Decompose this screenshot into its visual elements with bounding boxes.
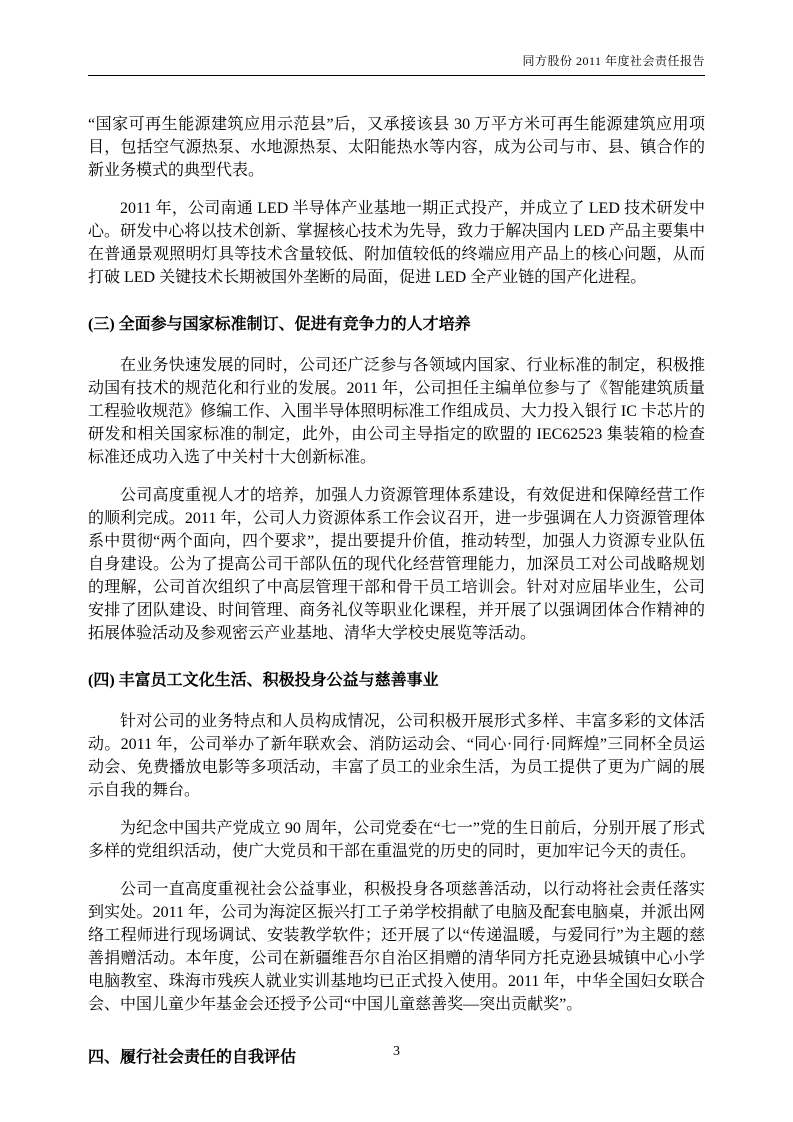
paragraph-charity-donations: 公司一直高度重视社会公益事业，积极投身各项慈善活动，以行动将社会责任落实到实处。2011 年，公司为海淀区振兴打工子弟学校捐献了电脑及配套电脑桌，并派出网络工程师进行现场调试、安装教学软件；还开展了以“传递温暖，与爱同行”为主题的慈善捐赠活动。本年度，公司在新疆维吾尔自治区捐赠的清华同方托克逊县城镇中心小学电脑教室、珠海市残疾人就业实训基地均已正式投入使用。2011 年，中华全国妇女联合会、中国儿童少年基金会还授予公司“中国儿童慈善奖—突出贡献奖”。 bbox=[88, 881, 705, 1013]
section-heading-standards-talent: (三) 全面参与国家标准制订、促进有竞争力的人才培养 bbox=[88, 316, 471, 333]
paragraph-led-base: 2011 年，公司南通 LED 半导体产业基地一期正式投产，并成立了 LED 技术研发中心。研发中心将以技术创新、掌握核心技术为先导，致力于解决国内 LED 产品主要集中在普通景观照明灯具等技术含量较低、附加值较低的终端应用产品上的核心问题，从而打破 LED 关键技术长期被国外垄断的局面，促进 LED 全产业链的国产化进程。 bbox=[88, 200, 705, 286]
paragraph-talent-training: 公司高度重视人才的培养，加强人力资源管理体系建设，有效促进和保障经营工作的顺利完成。2011 年，公司人力资源体系工作会议召开，进一步强调在人力资源管理体系中贯彻“两个面向，四个要求”，提出要提升价值，推动转型，加强人力资源专业队伍自身建设。公为了提高公司干部队伍的现代化经营管理能力，加深员工对公司战略规划的理解，公司首次组织了中高层管理干部和骨干员工培训会。针对对应届毕业生，公司安排了团队建设、时间管理、商务礼仪等职业化课程，并开展了以强调团体合作精神的拓展体验活动及参观密云产业基地、清华大学校史展览等活动。 bbox=[88, 487, 705, 642]
section-heading-employee-life-charity: (四) 丰富员工文化生活、积极投身公益与慈善事业 bbox=[88, 672, 439, 689]
document-body bbox=[88, 76, 705, 1069]
section-heading-self-assessment: 四、履行社会责任的自我评估 bbox=[88, 1049, 297, 1066]
paragraph-culture-activities: 针对公司的业务特点和人员构成情况，公司积极开展形式多样、丰富多彩的文体活动。2011 年，公司举办了新年联欢会、消防运动会、“同心·同行·同辉煌”三同杯全员运动会、免费播放电影等多项活动，丰富了员工的业余生活，为员工提供了更为广阔的展示自我的舞台。 bbox=[88, 713, 705, 799]
paragraph-renewable-energy: “国家可再生能源建筑应用示范县”后，又承接该县 30 万平方米可再生能源建筑应用项目，包括空气源热泵、水地源热泵、太阳能热水等内容，成为公司与市、县、镇合作的新业务模式的典型代表。 bbox=[88, 116, 705, 179]
paragraph-standards: 在业务快速发展的同时，公司还广泛参与各领域内国家、行业标准的制定，积极推动国有技术的规范化和行业的发展。2011 年，公司担任主编单位参与了《智能建筑质量工程验收规范》修编工作、入围半导体照明标准工作组成员、大力投入银行 IC 卡芯片的研发和相关国家标准的制定，此外，由公司主导指定的欧盟的 IEC62523 集装箱的检查标准还成功入选了中关村十大创新标准。 bbox=[88, 357, 705, 466]
page-number: 3 bbox=[393, 1044, 400, 1059]
page-header-title: 同方股份 2011 年度社会责任报告 bbox=[88, 0, 705, 76]
paragraph-party-anniversary: 为纪念中国共产党成立 90 周年，公司党委在“七一”党的生日前后，分别开展了形式多样的党组织活动，使广大党员和干部在重温党的历史的同时，更加牢记今天的责任。 bbox=[88, 820, 705, 860]
